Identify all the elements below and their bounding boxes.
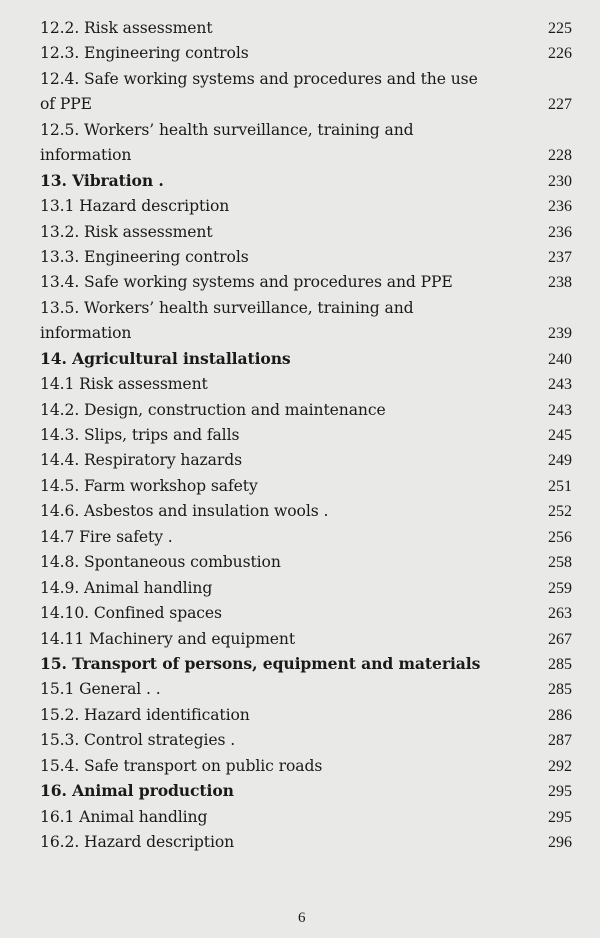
toc-entry-title: 14.1 Risk assessment <box>40 375 208 394</box>
toc-entry-title: information <box>40 324 132 343</box>
toc-entry-row <box>40 754 572 778</box>
toc-entry-row <box>40 296 572 320</box>
toc-page-number: 295 <box>548 808 572 826</box>
toc-chapter-row <box>40 169 572 193</box>
toc-entry-title: 15.4. Safe transport on public roads <box>40 756 323 775</box>
toc-entry-row <box>40 16 572 40</box>
toc-page-number: 236 <box>548 223 572 241</box>
toc-page-number: 238 <box>548 274 572 292</box>
toc-page-number: 249 <box>548 452 572 470</box>
toc-chapter-row <box>40 652 572 676</box>
toc-entry-title: 13.3. Engineering controls <box>40 247 249 266</box>
toc-entry-row <box>40 499 572 523</box>
toc-entry-title: 14. Agricultural installations <box>40 348 291 368</box>
toc-page-number: 230 <box>548 172 572 190</box>
toc-entry-title: 12.5. Workers’ health surveillance, training and <box>40 120 414 139</box>
toc-page-number: 287 <box>548 732 572 750</box>
toc-entry-row <box>40 525 572 549</box>
toc-page-number: 236 <box>548 198 572 216</box>
toc-page-number: 226 <box>548 45 572 63</box>
toc-entry-row <box>40 728 572 752</box>
toc-entry-title: 15.2. Hazard identification <box>40 705 250 724</box>
toc-page-number: 286 <box>548 706 572 724</box>
toc-entry-title: 14.3. Slips, trips and falls <box>40 426 240 445</box>
toc-page-number: 252 <box>548 503 572 521</box>
toc-entry-title: of PPE <box>40 95 92 114</box>
toc-page-number: 251 <box>548 477 572 495</box>
toc-entry-title: 12.2. Risk assessment <box>40 19 213 37</box>
toc-entry-row <box>40 423 572 447</box>
toc-page-number: 245 <box>548 427 572 445</box>
toc-page-number: 240 <box>548 350 572 368</box>
toc-entry-title: 14.11 Machinery and equipment <box>40 629 296 648</box>
toc-entry-title: 14.5. Farm workshop safety <box>40 476 258 495</box>
toc-page-number: 258 <box>548 554 572 572</box>
toc-entry-title: 15.1 General . . <box>40 680 161 699</box>
toc-entry-title: 15.3. Control strategies . <box>40 731 236 750</box>
toc-page-number: 296 <box>548 834 572 852</box>
toc-page-number: 292 <box>548 757 572 775</box>
toc-page-number: 227 <box>548 96 572 114</box>
toc-page-number: 225 <box>548 20 572 37</box>
toc-entry-title: 13.5. Workers’ health surveillance, training and <box>40 298 414 317</box>
toc-page-number: 295 <box>548 783 572 801</box>
toc-entry-row <box>40 143 572 167</box>
toc-entry-title: 12.3. Engineering controls <box>40 44 249 63</box>
toc-page-number: 243 <box>548 401 572 419</box>
toc-entry-row <box>40 576 572 600</box>
toc-entry-row <box>40 372 572 396</box>
toc-entry-row <box>40 677 572 701</box>
toc-entry-title: 14.9. Animal handling <box>40 578 213 597</box>
toc-page-number: 243 <box>548 376 572 394</box>
toc-page-number: 237 <box>548 248 572 266</box>
toc-entry-row <box>40 398 572 422</box>
toc-page-number: 239 <box>548 325 572 343</box>
toc-entry-row <box>40 627 572 651</box>
toc-entry-row <box>40 118 572 142</box>
toc-entry-title: 13.1 Hazard description <box>40 197 230 216</box>
toc-entry-title: 14.7 Fire safety . <box>40 527 173 546</box>
toc-entry-title: 14.10. Confined spaces <box>40 604 222 623</box>
toc-entry-title: 16.2. Hazard description <box>40 833 235 852</box>
toc-page-number: 256 <box>548 528 572 546</box>
toc-page-number: 267 <box>548 630 572 648</box>
toc-entry-row <box>40 321 572 345</box>
toc-entry-row <box>40 601 572 625</box>
toc-entry-row <box>40 474 572 498</box>
toc-chapter-row <box>40 779 572 803</box>
toc-chapter-row <box>40 347 572 371</box>
toc-entry-title: 14.8. Spontaneous combustion <box>40 553 281 572</box>
toc-entry-row <box>40 270 572 294</box>
toc-page-number: 285 <box>548 681 572 699</box>
toc-entry-row <box>40 703 572 727</box>
toc-entry-title: 12.4. Safe working systems and procedures and the use <box>40 69 478 88</box>
toc-entry-row <box>40 41 572 65</box>
page-number: 6 <box>298 910 306 926</box>
toc-entry-title: 14.6. Asbestos and insulation wools . <box>40 502 329 521</box>
toc-entry-row <box>40 550 572 574</box>
toc-entry-row <box>40 220 572 244</box>
toc-page-number: 228 <box>548 147 572 165</box>
toc-entry-row <box>40 805 572 829</box>
toc-entry-title: 15. Transport of persons, equipment and materials <box>40 654 481 673</box>
toc-entry-title: 14.2. Design, construction and maintenance <box>40 400 386 419</box>
toc-entry-row <box>40 67 572 91</box>
toc-page-number: 259 <box>548 579 572 597</box>
toc-entry-row <box>40 448 572 472</box>
toc-entry-row <box>40 830 572 854</box>
toc-entry-title: 13.4. Safe working systems and procedures and PPE <box>40 273 453 292</box>
toc-page-number: 263 <box>548 605 572 623</box>
toc-entry-title: 16.1 Animal handling <box>40 807 208 826</box>
toc-entry-title: 13.2. Risk assessment <box>40 222 213 241</box>
toc-page-number: 285 <box>548 656 572 673</box>
toc-entry-title: 13. Vibration . <box>40 170 164 190</box>
toc-entry-row <box>40 194 572 218</box>
toc-entry-title: 16. Animal production <box>40 781 234 801</box>
toc-entry-title: information <box>40 146 132 165</box>
toc-entry-row <box>40 245 572 269</box>
toc-entry-title: 14.4. Respiratory hazards <box>40 451 242 470</box>
toc-entry-row <box>40 92 572 116</box>
